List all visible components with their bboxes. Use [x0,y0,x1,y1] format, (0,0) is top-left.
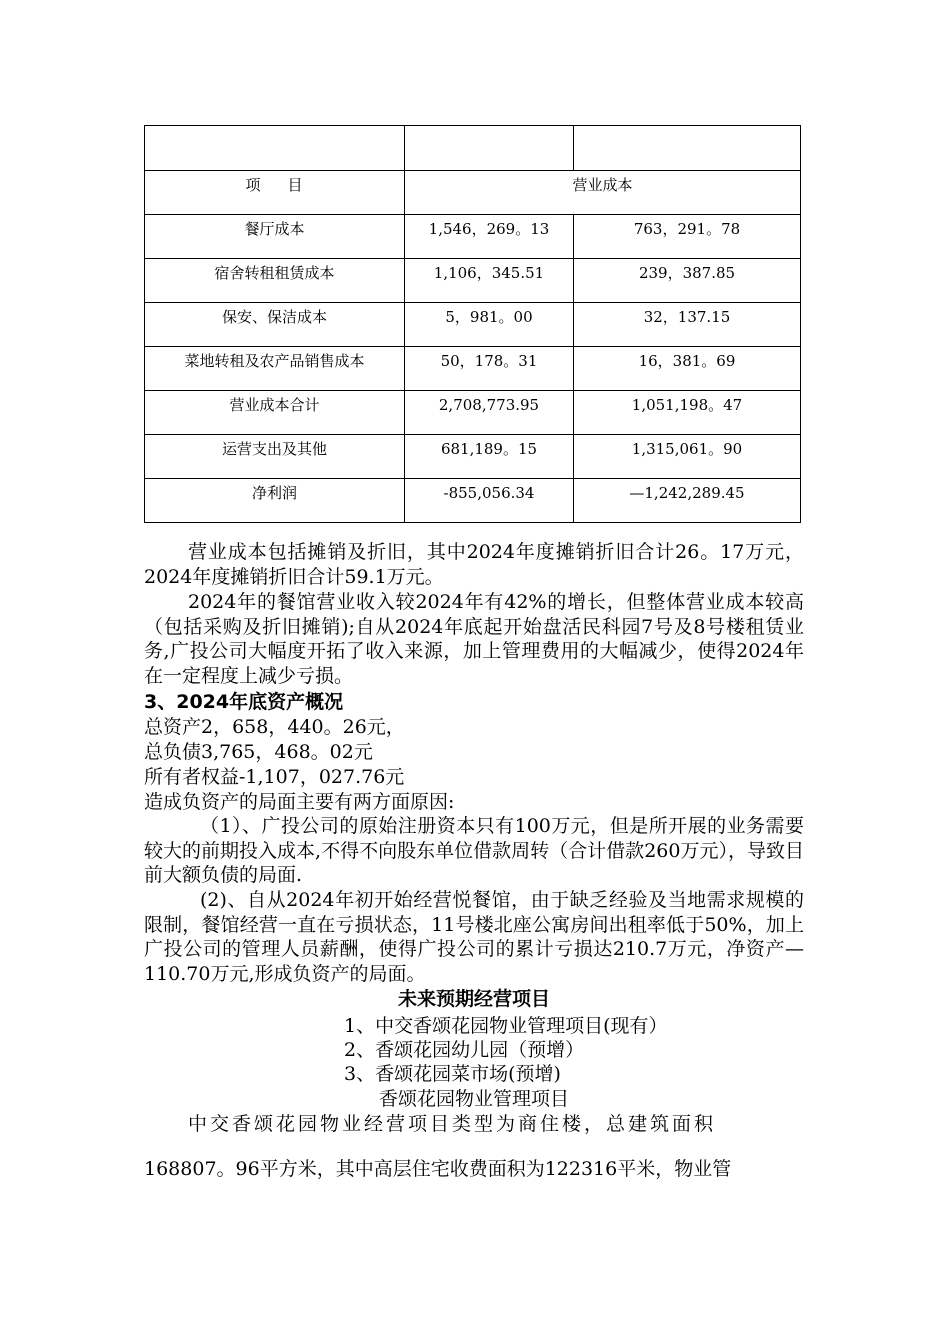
table-row [145,303,801,347]
row-value-2: 32，137.15 [574,303,801,347]
reason-1: （1）、广投公司的原始注册资本只有100万元，但是所开展的业务需要较大的前期投入成本,不得不向股东单位借款周转（合计借款260万元），导致目前大额负债的局面. [144,815,804,886]
row-value-1: 1,546，269。13 [405,215,574,259]
table-row [145,259,801,303]
reason-2: (2)、自从2024年初开始经营悦餐馆，由于缺乏经验及当地需求规模的限制，餐馆经营一直在亏损状态，11号楼北座公寓房间出租率低于50%，加上广投公司的管理人员薪酬，使得广投公司的累计亏损达210.7万元，净资产—110.70万元,形成负资产的局面。 [144,889,804,985]
table-row [145,435,801,479]
reasons-intro: 造成负资产的局面主要有两方面原因: [144,791,455,813]
row-value-1: -855,056.34 [405,479,574,523]
future-item-2: 2、香颂花园幼儿园（预增） [344,1039,585,1061]
total-liabilities: 总负债3,765，468。02元 [144,741,373,763]
table-blank-row [145,126,801,171]
header-cost-cell: 营业成本 [405,171,801,215]
row-label: 营业成本合计 [145,391,405,435]
row-value-1: 5，981。00 [405,303,574,347]
owner-equity: 所有者权益-1,107，027.76元 [144,766,405,788]
table-row [145,391,801,435]
total-assets: 总资产2，658，440。26元， [144,716,405,738]
property-management-title: 香颂花园物业管理项目 [378,1088,569,1110]
cost-table [144,125,801,523]
row-value-2: 1,051,198。47 [574,391,801,435]
future-projects-title: 未来预期经营项目 [397,988,550,1010]
row-value-2: —1,242,289.45 [574,479,801,523]
property-paragraph-line-2: 168807。96平方米，其中高层住宅收费面积为122316平米，物业管 [144,1158,732,1180]
paragraph-depreciation: 营业成本包括摊销及折旧，其中2024年度摊销折旧合计26。17万元，2024年度摊销折旧合计59.1万元。 [144,541,804,588]
table-header-row [145,171,801,215]
row-value-1: 50，178。31 [405,347,574,391]
section-3-title: 3、2024年底资产概况 [144,691,344,713]
table-row [145,479,801,523]
row-value-1: 681,189。15 [405,435,574,479]
row-label: 宿舍转租租赁成本 [145,259,405,303]
row-value-2: 763，291。78 [574,215,801,259]
paragraph-revenue: 2024年的餐馆营业收入较2024年有42%的增长，但整体营业成本较高（包括采购及折旧摊销);自从2024年底起开始盘活民科园7号及8号楼租赁业务,广投公司大幅度开拓了收入来源，加上管理费用的大幅减少，使得2024年在一定程度上减少亏损。 [144,591,804,687]
header-item-cell: 项 目 [145,171,405,215]
row-label: 菜地转租及农产品销售成本 [145,347,405,391]
table-row [145,347,801,391]
row-value-2: 1,315,061。90 [574,435,801,479]
future-item-3: 3、香颂花园菜市场(预增) [344,1063,561,1085]
row-label: 保安、保洁成本 [145,303,405,347]
row-value-2: 16，381。69 [574,347,801,391]
row-label: 净利润 [145,479,405,523]
row-value-1: 2,708,773.95 [405,391,574,435]
table-row [145,215,801,259]
row-label: 餐厅成本 [145,215,405,259]
property-paragraph-line-1: 中交香颂花园物业经营项目类型为商住楼，总建筑面积 [188,1113,717,1135]
future-item-1: 1、中交香颂花园物业管理项目(现有） [344,1015,668,1037]
row-value-2: 239，387.85 [574,259,801,303]
row-value-1: 1,106，345.51 [405,259,574,303]
row-label: 运营支出及其他 [145,435,405,479]
